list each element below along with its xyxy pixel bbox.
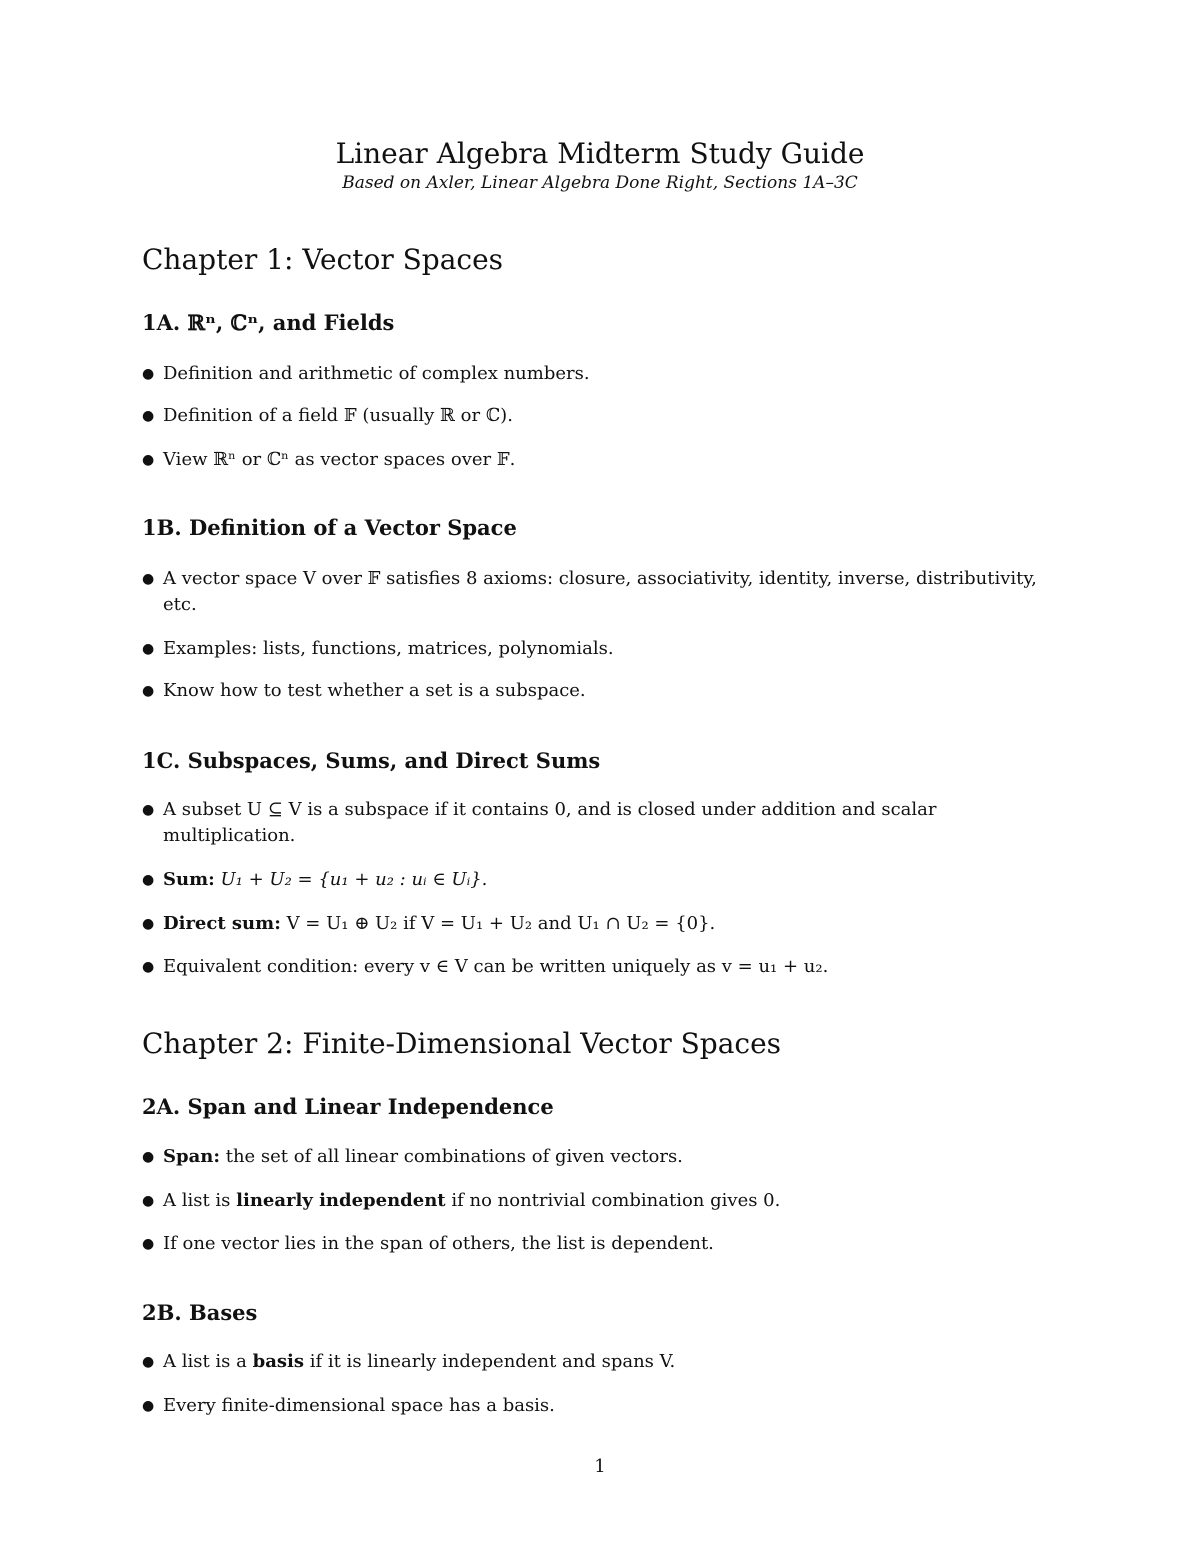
section-1c-heading: 1C. Subspaces, Sums, and Direct Sums [142, 748, 601, 773]
bullet-icon: ● [142, 641, 155, 657]
bullet-icon: ● [142, 1193, 155, 1209]
bullet-icon: ● [142, 916, 155, 932]
bullet-icon: ● [142, 1236, 155, 1252]
list-item: ● View ℝⁿ or ℂⁿ as vector spaces over 𝔽. [142, 447, 1067, 473]
bullet-icon: ● [142, 408, 155, 424]
chapter-2-heading: Chapter 2: Finite-Dimensional Vector Spaces [142, 1027, 782, 1060]
document-title: Linear Algebra Midterm Study Guide [335, 137, 865, 170]
bullet-icon: ● [142, 1149, 155, 1165]
document-subtitle: Based on Axler, Linear Algebra Done Right, Sections 1A–3C [342, 173, 858, 193]
section-2b-heading: 2B. Bases [142, 1300, 258, 1325]
list-item: ● Know how to test whether a set is a subspace. [142, 678, 1067, 704]
bullet-icon: ● [142, 872, 155, 888]
list-item: ● Direct sum: V = U₁ ⊕ U₂ if V = U₁ + U₂ and U₁ ∩ U₂ = {0}. [142, 911, 1067, 937]
list-item: ● Sum: U₁ + U₂ = {u₁ + u₂ : uᵢ ∈ Uᵢ}. [142, 867, 1067, 893]
list-item: ● A subset U ⊆ V is a subspace if it contains 0, and is closed under addition and scalar multiplication. [142, 799, 937, 846]
section-2a-heading: 2A. Span and Linear Independence [142, 1094, 554, 1119]
list-item: ● A list is linearly independent if no nontrivial combination gives 0. [142, 1188, 1067, 1214]
page-number: 1 [594, 1456, 606, 1477]
chapter-1-heading: Chapter 1: Vector Spaces [142, 243, 504, 276]
bullet-icon: ● [142, 802, 155, 818]
bullet-icon: ● [142, 571, 155, 587]
list-item: ● Definition of a field 𝔽 (usually ℝ or ℂ). [142, 403, 1067, 429]
bullet-icon: ● [142, 1354, 155, 1370]
section-1b-heading: 1B. Definition of a Vector Space [142, 515, 517, 540]
list-item: ● Span: the set of all linear combinations of given vectors. [142, 1144, 1067, 1170]
list-item: ● Every finite-dimensional space has a basis. [142, 1393, 1067, 1419]
bullet-icon: ● [142, 683, 155, 699]
list-item: ● Equivalent condition: every v ∈ V can be written uniquely as v = u₁ + u₂. [142, 954, 1067, 980]
list-item: ● If one vector lies in the span of others, the list is dependent. [142, 1231, 1067, 1257]
bullet-icon: ● [142, 959, 155, 975]
section-1a-heading: 1A. ℝⁿ, ℂⁿ, and Fields [142, 310, 395, 335]
list-item: ● Examples: lists, functions, matrices, polynomials. [142, 636, 1067, 662]
list-item: ● A list is a basis if it is linearly independent and spans V. [142, 1349, 1067, 1375]
bullet-icon: ● [142, 366, 155, 382]
list-item: ● A vector space V over 𝔽 satisfies 8 axioms: closure, associativity, identity, inverse, distributivity, etc. [142, 568, 1037, 615]
bullet-icon: ● [142, 1398, 155, 1414]
list-item: ● Definition and arithmetic of complex numbers. [142, 361, 1067, 387]
bullet-icon: ● [142, 452, 155, 468]
